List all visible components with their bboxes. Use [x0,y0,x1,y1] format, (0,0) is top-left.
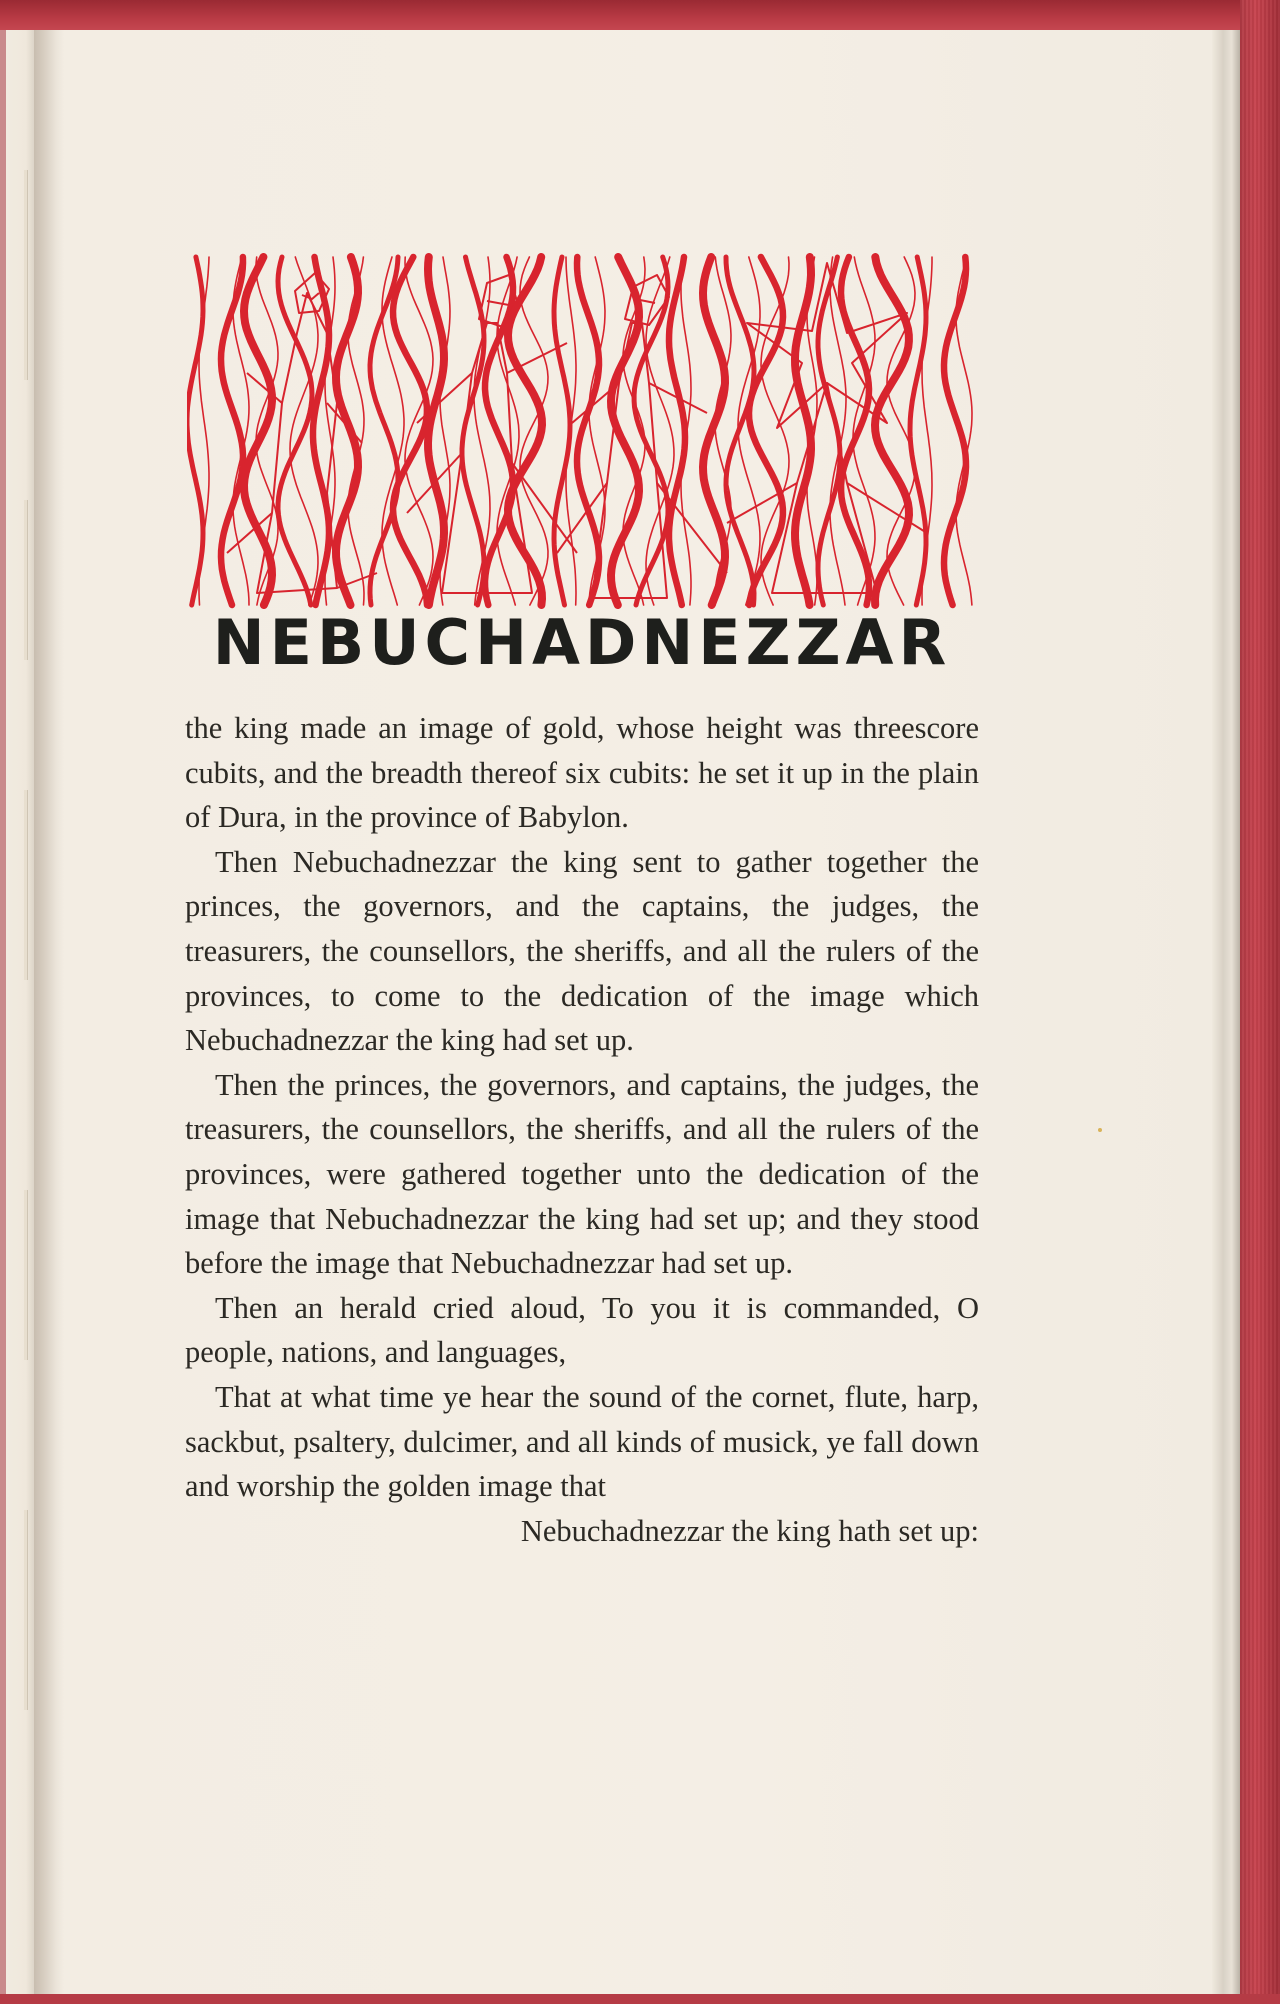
ribbon-stroke [611,257,639,605]
page-edges [1212,30,1240,1994]
ribbon-stroke [944,257,966,605]
figure-limb [407,343,577,553]
paragraph: Then Nebuchadnezzar the king sent to gather together the princes, the governors, and the captains, the judges, the treasurers, the counsellors, the sheriffs, and all the rulers of the provinces, to come to the dedication of the image which Nebuchadnezzar the king had set up. [185,844,979,1058]
ribbon-stroke [841,257,869,605]
binding-thread [24,500,27,660]
cover-top-edge [0,0,1250,30]
paper-speck [1098,1128,1102,1132]
paragraph: Then an herald cried aloud, To you it is commanded, O people, nations, and languages, [185,1290,979,1370]
red-woodcut-illustration [187,253,977,609]
paragraph-tail-line: Nebuchadnezzar the king hath set up: [520,1513,979,1548]
paragraph: That at what time ye hear the sound of the cornet, flute, harp, sackbut, psaltery, dulcimer, and all kinds of musick, ye fall down and worship the golden image that [185,1379,979,1504]
ribbon-stroke [577,257,599,605]
ribbon-stroke [244,257,272,605]
ribbon-stroke [278,257,312,605]
paragraph: the king made an image of gold, whose height was threescore cubits, and the breadth thereof six cubits: he set it up in the plain of Dura, in the province of Babylon. [185,711,979,835]
ribbon-stroke [554,257,570,605]
book-page [34,30,1212,1994]
body-text [185,706,979,1553]
binding-thread [24,1190,27,1360]
ribbon-stroke [336,257,358,605]
binding-thread [24,1510,27,1710]
paragraph: Then the princes, the governors, and captains, the judges, the treasurers, the counsellors, the sheriffs, and all the rulers of the provinces, were gathered together unto the dedication of the image that Nebuchadnezzar the king had set up; and they stood before the image that Nebuchadnezzar had set up. [185,1067,979,1281]
binding-thread [24,170,27,380]
page-title: NEBUCHADNEZZAR [212,606,952,679]
facing-page-edge [0,30,34,1994]
binding-thread [24,790,27,980]
red-cloth-cover [1240,0,1280,2004]
cover-bottom-edge [0,1994,1280,2004]
ribbon-stroke [703,257,725,605]
ribbon-stroke [795,257,811,605]
gutter-shadow [34,30,64,1994]
